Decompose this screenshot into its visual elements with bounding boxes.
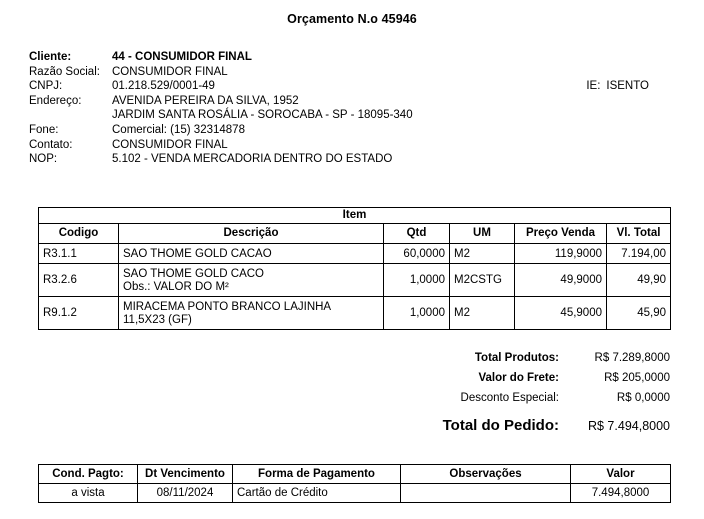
item-um: M2CSTG [450,264,515,297]
valor-frete-row [380,372,670,392]
customer-value-nop: 5.102 - VENDA MERCADORIA DENTRO DO ESTADO [112,153,393,166]
item-descricao-line1: MIRACEMA PONTO BRANCO LAJINHA [123,301,332,313]
payment-cond-pagto: a vista [39,484,138,503]
item-descricao: SAO THOME GOLD CACAO [119,244,384,264]
total-produtos-row [380,352,670,372]
item-preco-venda: 45,9000 [515,297,607,330]
customer-row-razao-social [29,66,649,81]
item-descricao-line2: 11,5X23 (GF) [123,314,192,326]
table-row [39,244,671,264]
customer-label-nop: NOP: [29,153,58,166]
table-row [39,484,671,503]
item-descricao [119,297,384,330]
payment-header-forma-pagamento: Forma de Pagamento [233,465,401,484]
total-pedido-row [380,417,670,443]
customer-row-endereco [29,95,649,110]
payment-header-dt-vencimento: Dt Vencimento [138,465,233,484]
items-header-qtd: Qtd [384,224,450,244]
valor-frete-value: R$ 205,0000 [604,372,670,384]
payment-dt-vencimento: 08/11/2024 [138,484,233,503]
customer-label-fone: Fone: [29,123,59,136]
desconto-especial-label: Desconto Especial: [460,392,559,404]
customer-value-contato: CONSUMIDOR FINAL [112,138,228,151]
customer-row-nop [29,153,649,168]
items-header-codigo: Codigo [39,224,119,244]
customer-details-block [29,51,649,168]
page-title: Orçamento N.o 45946 [287,12,417,26]
payment-forma-pagamento: Cartão de Crédito [233,484,401,503]
item-vl-total: 7.194,00 [607,244,671,264]
customer-label-cnpj: CNPJ: [29,80,63,93]
items-table-header-row [39,224,671,244]
customer-value-endereco-cont: JARDIM SANTA ROSÁLIA - SOROCABA - SP - 18095-340 [112,109,413,122]
payment-table-header-row [39,465,671,484]
item-codigo: R3.1.1 [39,244,119,264]
customer-value-cliente: 44 - CONSUMIDOR FINAL [112,51,252,63]
total-produtos-label: Total Produtos: [474,352,559,364]
customer-row-cliente [29,51,649,66]
item-descricao [119,264,384,297]
customer-value-razao-social: CONSUMIDOR FINAL [112,65,228,78]
customer-value-endereco: AVENIDA PEREIRA DA SILVA, 1952 [112,94,299,107]
item-qtd: 1,0000 [384,264,450,297]
items-table-band-label: Item [39,208,671,224]
item-codigo: R3.2.6 [39,264,119,297]
customer-label-endereco: Endereço: [29,94,82,107]
payment-header-valor: Valor [571,465,671,484]
item-preco-venda: 49,9000 [515,264,607,297]
table-row [39,297,671,330]
customer-row-fone [29,124,649,139]
item-qtd: 1,0000 [384,297,450,330]
payment-observacoes [401,484,571,503]
customer-label-contato: Contato: [29,138,73,151]
item-descricao-line2: Obs.: VALOR DO M² [123,281,229,293]
total-pedido-value: R$ 7.494,8000 [587,419,670,433]
customer-label-cliente: Cliente: [29,51,72,63]
customer-label-ie: IE: [586,80,601,93]
valor-frete-label: Valor do Frete: [478,372,559,384]
total-pedido-label: Total do Pedido: [442,417,559,434]
payment-table [38,464,671,503]
payment-header-observacoes: Observações [401,465,571,484]
table-row [39,264,671,297]
payment-header-cond-pagto: Cond. Pagto: [39,465,138,484]
customer-row-endereco-cont [29,109,649,124]
customer-row-contato [29,139,649,154]
customer-value-ie: ISENTO [606,80,649,93]
customer-value-cnpj: 01.218.529/0001-49 [112,80,215,93]
totals-block [380,352,670,443]
item-preco-venda: 119,9000 [515,244,607,264]
item-codigo: R9.1.2 [39,297,119,330]
items-header-um: UM [450,224,515,244]
item-qtd: 60,0000 [384,244,450,264]
items-table [38,207,671,330]
customer-row-cnpj [29,80,649,95]
desconto-especial-row [380,392,670,412]
customer-value-fone: Comercial: (15) 32314878 [112,123,245,136]
items-header-vl-total: Vl. Total [607,224,671,244]
desconto-especial-value: R$ 0,0000 [616,392,670,404]
payment-valor: 7.494,8000 [571,484,671,503]
items-header-descricao: Descrição [119,224,384,244]
item-vl-total: 45,90 [607,297,671,330]
item-descricao-line1: SAO THOME GOLD CACO [123,268,265,280]
items-header-preco-venda: Preço Venda [515,224,607,244]
total-produtos-value: R$ 7.289,8000 [594,352,670,364]
item-um: M2 [450,297,515,330]
customer-label-razao-social: Razão Social: [29,65,100,78]
item-vl-total: 49,90 [607,264,671,297]
items-table-band-row [39,208,671,224]
item-um: M2 [450,244,515,264]
